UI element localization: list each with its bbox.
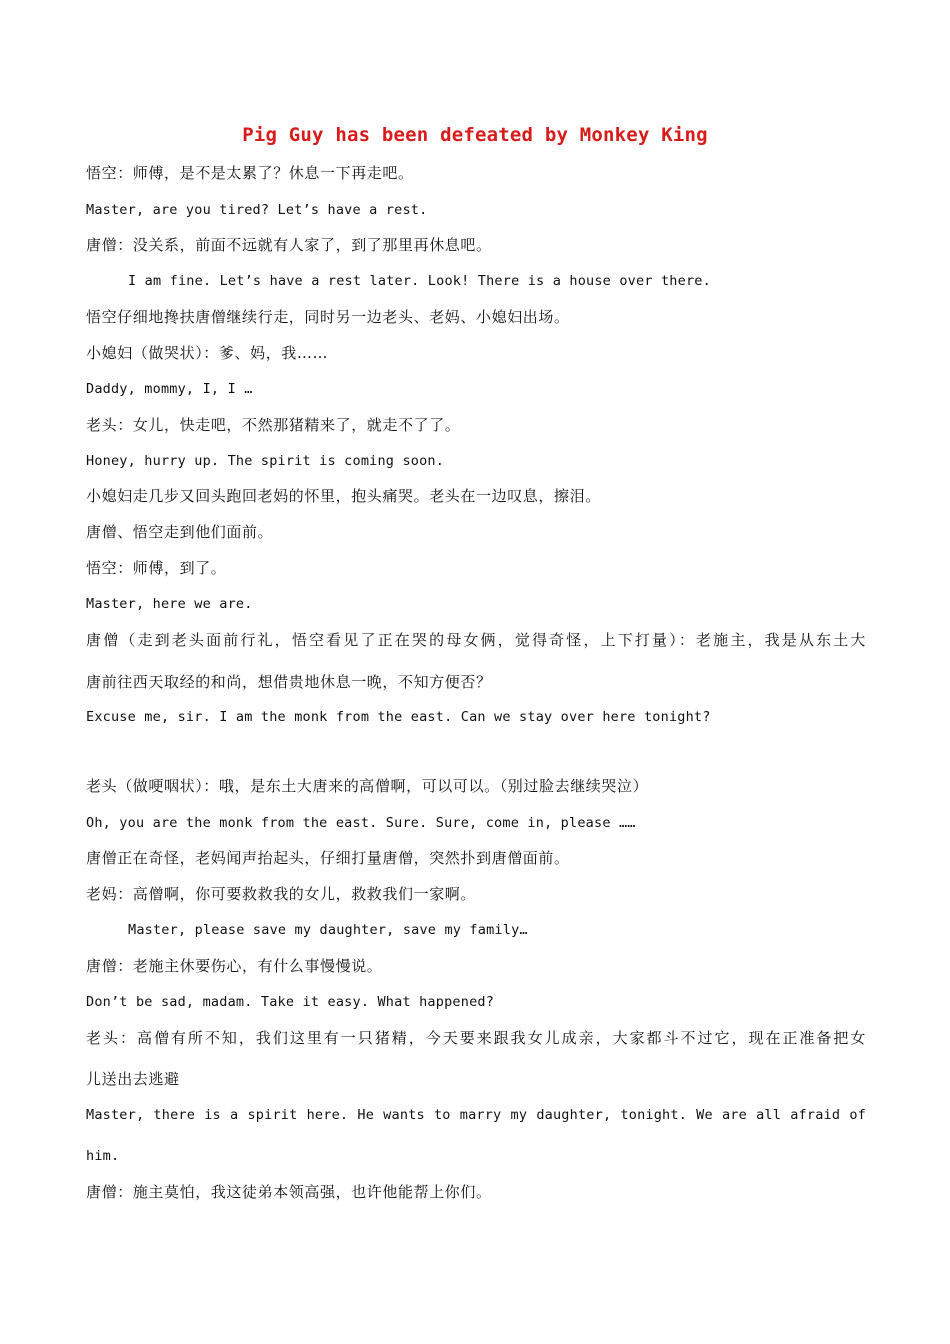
dialogue-line: Master, are you tired? Let’s have a rest. [86, 202, 428, 218]
dialogue-line: Master, please save my daughter, save my family… [128, 922, 528, 938]
dialogue-line: Don’t be sad, madam. Take it easy. What happened? [86, 994, 495, 1010]
dialogue-line: 悟空：师傅，到了。 [86, 559, 227, 577]
dialogue-line: 唐僧：没关系，前面不远就有人家了，到了那里再休息吧。 [86, 236, 492, 254]
dialogue-line: 唐僧、悟空走到他们面前。 [86, 523, 274, 541]
dialogue-line: 老头：高僧有所不知，我们这里有一只猪精，今天要来跟我女儿成亲，大家都斗不过它，现在正准备把女 [86, 1029, 866, 1047]
dialogue-line: Daddy, mommy, I, I … [86, 381, 253, 397]
dialogue-line: 唐僧正在奇怪，老妈闻声抬起头，仔细打量唐僧，突然扑到唐僧面前。 [86, 849, 570, 867]
dialogue-line: 唐僧：施主莫怕，我这徒弟本领高强，也许他能帮上你们。 [86, 1183, 492, 1201]
dialogue-line: 儿送出去逃避 [86, 1070, 180, 1088]
dialogue-line: Oh, you are the monk from the east. Sure. Sure, come in, please …… [86, 815, 636, 831]
dialogue-line: him. [86, 1148, 120, 1164]
dialogue-line: 老头（做哽咽状）：哦，是东土大唐来的高僧啊，可以可以。（别过脸去继续哭泣） [86, 777, 649, 795]
dialogue-line: 小媳妇（做哭状）：爹、妈，我…… [86, 344, 329, 362]
dialogue-line: Master, here we are. [86, 596, 253, 612]
document-title: Pig Guy has been defeated by Monkey King [242, 124, 708, 146]
dialogue-line: 唐前往西天取经的和尚，想借贵地休息一晚，不知方便否？ [86, 673, 492, 691]
dialogue-line: 老妈：高僧啊，你可要救救我的女儿，救救我们一家啊。 [86, 885, 477, 903]
dialogue-line: 唐僧（走到老头面前行礼，悟空看见了正在哭的母女俩，觉得奇怪，上下打量）：老施主，我是从东土大 [86, 631, 866, 649]
dialogue-line: I am fine. Let’s have a rest later. Look! There is a house over there. [128, 273, 711, 289]
dialogue-line: Master, there is a spirit here. He wants to marry my daughter, tonight. We are all afraid of [86, 1107, 866, 1123]
dialogue-line: 老头：女儿，快走吧，不然那猪精来了，就走不了了。 [86, 416, 461, 434]
dialogue-line: 唐僧：老施主休要伤心，有什么事慢慢说。 [86, 957, 383, 975]
dialogue-line: Excuse me, sir. I am the monk from the east. Can we stay over here tonight? [86, 709, 711, 725]
dialogue-line: Honey, hurry up. The spirit is coming soon. [86, 453, 445, 469]
dialogue-line: 悟空仔细地搀扶唐僧继续行走，同时另一边老头、老妈、小媳妇出场。 [86, 308, 570, 326]
dialogue-line: 小媳妇走几步又回头跑回老妈的怀里，抱头痛哭。老头在一边叹息，擦泪。 [86, 487, 601, 505]
dialogue-line: 悟空：师傅，是不是太累了？休息一下再走吧。 [86, 164, 414, 182]
